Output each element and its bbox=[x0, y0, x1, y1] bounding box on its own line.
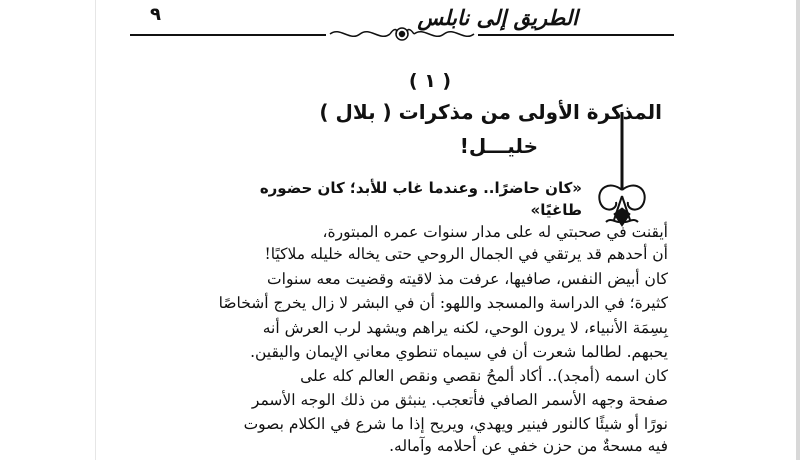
quote-line: «كان حاضرًا.. وعندما غاب للأبد؛ كان حضوره bbox=[259, 179, 582, 197]
page-edge-right bbox=[796, 0, 800, 460]
running-title: الطريق إلى نابلس bbox=[417, 6, 578, 30]
page-number: ٩ bbox=[150, 4, 161, 25]
body-line: صفحة وجهه الأسمر الصافي فأتعجب. ينبثق من ذلك الوجه الأسمر bbox=[251, 391, 668, 409]
body-line: فيه مسحةٌ من حزن خفي عن أحلامه وآماله. bbox=[389, 437, 668, 455]
chapter-subtitle: خليـــل! bbox=[459, 134, 538, 158]
chapter-title: المذكرة الأولى من مذكرات ( بلال ) bbox=[319, 100, 662, 124]
header-rule-right bbox=[478, 34, 674, 36]
body-line: نورًا أو شيئًا كالنور فينير ويهدي، ويريح إذا ما شرع في الكلام بصوت bbox=[243, 415, 668, 433]
side-ornament-icon bbox=[592, 110, 652, 235]
body-line: بِسِمَة الأنبياء، لا يرون الوحي، لكنه يراهم ويشهد لرب العرش أنه bbox=[262, 319, 668, 337]
quote-line: طاغيًا» bbox=[530, 201, 582, 219]
chapter-number: ( ١ ) bbox=[408, 70, 452, 92]
header-rule-left bbox=[130, 34, 326, 36]
body-line: كثيرة؛ في الدراسة والمسجد واللهو: أن في البشر لا زال يخرج أشخاصًا bbox=[218, 294, 668, 312]
body-line: كان أبيض النفس، صافيها، عرفت مذ لاقيته وقضيت معه سنوات bbox=[267, 270, 668, 288]
page-margin-left bbox=[0, 0, 96, 460]
body-line: كان اسمه (أمجد).. أكاد ألمحُ نقصي ونقص العالم كله على bbox=[300, 367, 668, 385]
body-line: يحبهم. لطالما شعرت أن في سيماه تنطوي معاني الإيمان واليقين. bbox=[250, 343, 668, 361]
body-line: أن أحدهم قد يرتقي في الجمال الروحي حتى يخاله خليله ملاكيًا! bbox=[264, 245, 668, 263]
body-line: أيقنت في صحبتي له على مدار سنوات عمره المبتورة، bbox=[322, 223, 668, 241]
